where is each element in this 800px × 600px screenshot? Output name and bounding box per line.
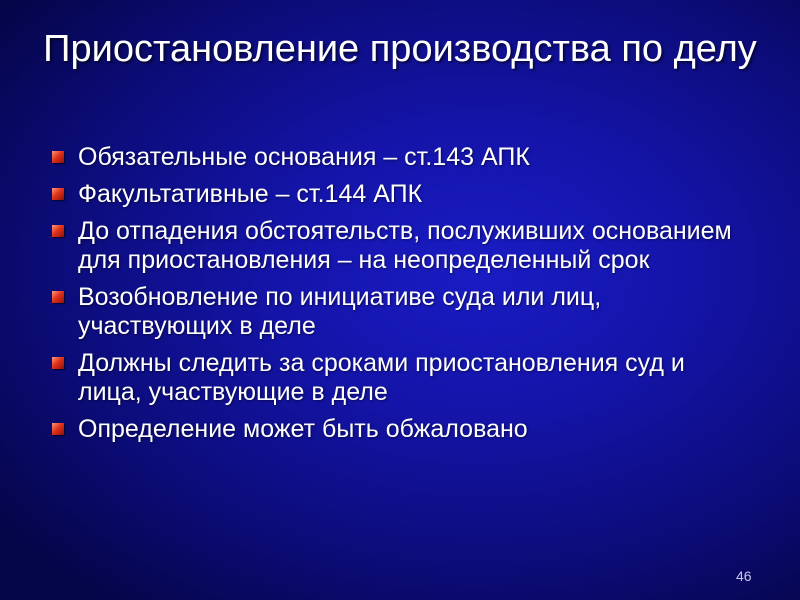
bullet-text: Обязательные основания – ст.143 АПК (78, 143, 530, 171)
slide-number: 46 (736, 568, 752, 584)
bullet-list (52, 143, 752, 452)
square-bullet-icon (52, 291, 64, 303)
bullet-item (52, 283, 752, 341)
square-bullet-icon (52, 225, 64, 237)
square-bullet-icon (52, 423, 64, 435)
bullet-text: До отпадения обстоятельств, послуживших основанием для приостановления – на неопределенный срок (78, 217, 732, 274)
bullet-text: Должны следить за сроками приостановления суд и лица, участвующие в деле (78, 349, 685, 406)
bullet-item (52, 143, 752, 172)
bullet-text: Определение может быть обжаловано (78, 415, 528, 443)
slide-title: Приостановление производства по делу (43, 28, 757, 70)
bullet-item (52, 415, 752, 444)
bullet-item (52, 217, 752, 275)
bullet-text: Возобновление по инициативе суда или лиц, участвующих в деле (78, 283, 602, 340)
bullet-item (52, 180, 752, 209)
bullet-item (52, 349, 752, 407)
square-bullet-icon (52, 151, 64, 163)
bullet-text: Факультативные – ст.144 АПК (78, 180, 423, 208)
square-bullet-icon (52, 188, 64, 200)
square-bullet-icon (52, 357, 64, 369)
